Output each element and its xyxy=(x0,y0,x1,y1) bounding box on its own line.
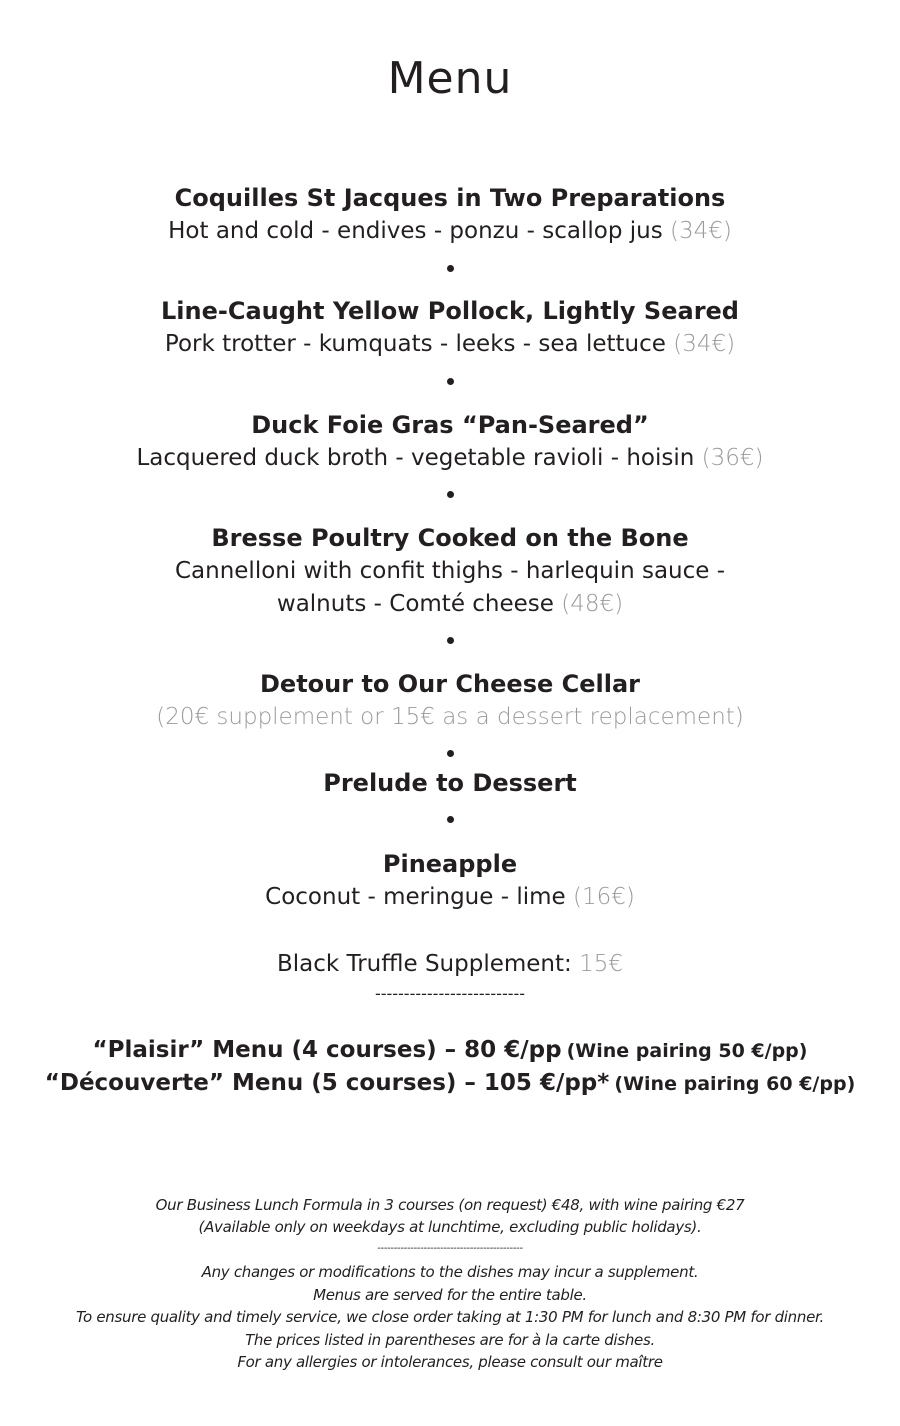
set-menu-plaisir xyxy=(0,1034,900,1068)
dish-7-price: (16€) xyxy=(572,884,635,910)
separator-dot xyxy=(0,481,900,503)
footer-table-note: Menus are served for the entire table. xyxy=(313,1286,587,1304)
set-menu-decouverte xyxy=(0,1067,900,1101)
page-title: Menu xyxy=(387,53,513,104)
separator-dot xyxy=(0,806,900,828)
dish-7-description xyxy=(0,881,900,914)
footer-prices-note: The prices listed in parentheses are for à la carte dishes. xyxy=(245,1331,655,1349)
set-menu-decouverte-pairing: (Wine pairing 60 €/pp) xyxy=(614,1073,856,1095)
dish-5-name: Detour to Our Cheese Cellar xyxy=(260,670,640,698)
dish-7-desc-text: Coconut - meringue - lime xyxy=(265,884,566,910)
dish-2-desc-text: Pork trotter - kumquats - leeks - sea lettuce xyxy=(164,331,666,357)
set-menu-decouverte-price: “Découverte” Menu (5 courses) – 105 €/pp* xyxy=(44,1070,610,1096)
dish-3-price: (36€) xyxy=(701,445,764,471)
truffle-label: Black Truffle Supplement: xyxy=(277,951,572,977)
dish-4-description-line2 xyxy=(0,588,900,621)
footer-availability: (Available only on weekdays at lunchtime, excluding public holidays). xyxy=(198,1218,702,1236)
footer-allergies-note: For any allergies or intolerances, please consult our maître xyxy=(237,1353,663,1371)
separator-dot xyxy=(0,368,900,390)
truffle-price: 15€ xyxy=(579,951,623,977)
dish-5-note: (20€ supplement or 15€ as a dessert replacement) xyxy=(156,704,744,730)
dish-3-name: Duck Foie Gras “Pan-Seared” xyxy=(251,411,649,439)
dish-2-name: Line-Caught Yellow Pollock, Lightly Seared xyxy=(161,297,739,325)
dish-4-description-line1: Cannelloni with confit thighs - harlequin sauce - xyxy=(174,558,726,584)
dish-4-price: (48€) xyxy=(561,591,624,617)
footer-order-hours: To ensure quality and timely service, we close order taking at 1:30 PM for lunch and 8:30 PM for dinner. xyxy=(76,1308,824,1326)
dish-7-name: Pineapple xyxy=(382,850,518,878)
separator-dot xyxy=(0,740,900,762)
footer-changes-note: Any changes or modifications to the dishes may incur a supplement. xyxy=(201,1263,699,1281)
dish-6-name: Prelude to Dessert xyxy=(323,769,577,797)
divider: -------------------------- xyxy=(374,984,526,1003)
footer-divider: -------------------------------------------- xyxy=(377,1243,523,1254)
footer-business-lunch: Our Business Lunch Formula in 3 courses (on request) €48, with wine pairing €27 xyxy=(155,1196,745,1214)
separator-dot xyxy=(0,255,900,277)
set-menu-plaisir-price: “Plaisir” Menu (4 courses) – 80 €/pp xyxy=(92,1037,562,1063)
separator-dot xyxy=(0,627,900,649)
dish-1-description xyxy=(0,215,900,248)
truffle-supplement xyxy=(0,948,900,981)
dish-1-name: Coquilles St Jacques in Two Preparations xyxy=(174,184,726,212)
dish-2-price: (34€) xyxy=(673,331,736,357)
dish-4-name: Bresse Poultry Cooked on the Bone xyxy=(211,524,689,552)
dish-2-description xyxy=(0,328,900,361)
dish-1-price: (34€) xyxy=(670,218,732,244)
dish-4-desc-text: walnuts - Comté cheese xyxy=(276,591,554,617)
set-menu-plaisir-pairing: (Wine pairing 50 €/pp) xyxy=(566,1040,808,1062)
dish-1-desc-text: Hot and cold - endives - ponzu - scallop jus xyxy=(168,218,663,244)
dish-3-description xyxy=(0,442,900,475)
dish-3-desc-text: Lacquered duck broth - vegetable ravioli - hoisin xyxy=(136,445,695,471)
